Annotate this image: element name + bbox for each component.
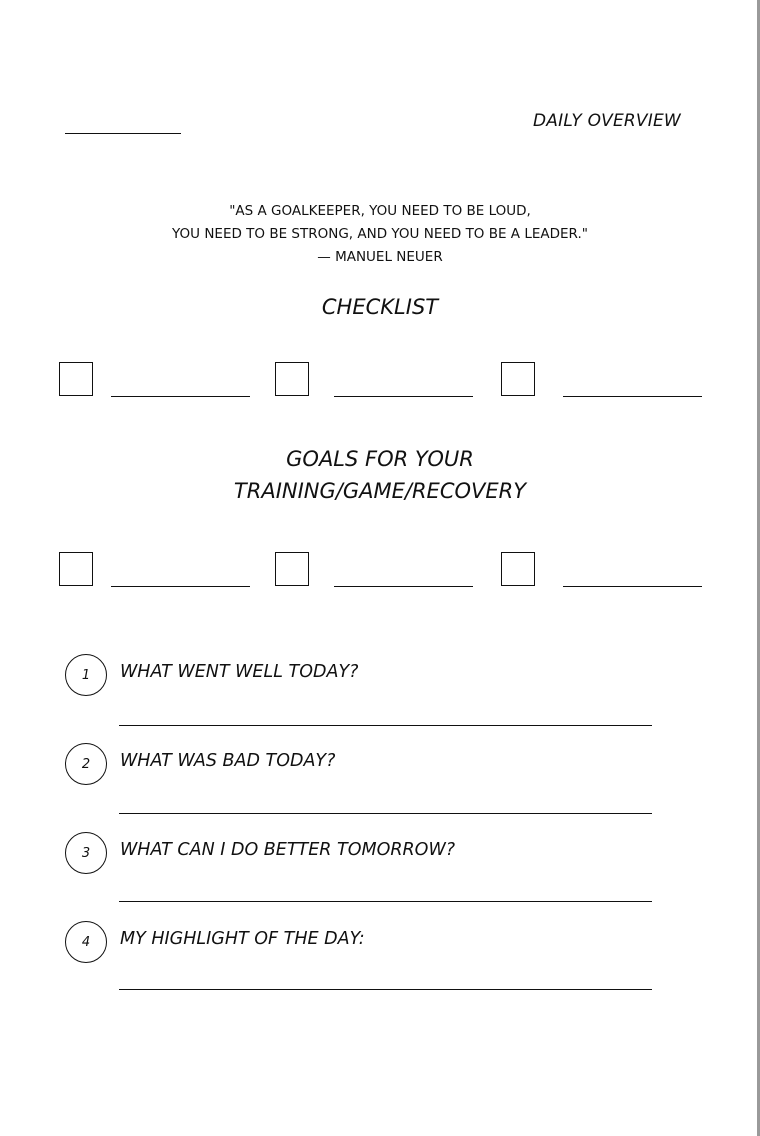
goal-checkbox-2[interactable] [275,552,309,586]
checklist-checkbox-1[interactable] [59,362,93,396]
question-text-2: WHAT WAS BAD TODAY? [120,751,336,771]
question-number-3: 3 [65,832,107,874]
checklist-title: CHECKLIST [321,295,439,319]
quote-line-2: YOU NEED TO BE STRONG, AND YOU NEED TO BE A LEADER." [172,226,588,242]
goals-title-line-1: GOALS FOR YOUR [286,447,474,471]
goal-checkbox-3[interactable] [501,552,535,586]
goal-line-2[interactable] [334,586,473,587]
question-text-4: MY HIGHLIGHT OF THE DAY: [120,929,365,949]
question-number-2: 2 [65,743,107,785]
answer-line-1[interactable] [119,725,652,726]
question-number-1: 1 [65,654,107,696]
quote-block [0,200,760,269]
goal-line-1[interactable] [111,586,250,587]
checklist-line-2[interactable] [334,396,473,397]
checklist-line-3[interactable] [563,396,702,397]
goals-title-line-2: TRAINING/GAME/RECOVERY [233,479,527,503]
answer-line-4[interactable] [119,989,652,990]
goal-checkbox-1[interactable] [59,552,93,586]
question-text-3: WHAT CAN I DO BETTER TOMORROW? [120,840,456,860]
quote-attribution: — MANUEL NEUER [317,249,443,265]
date-field-line[interactable] [65,133,181,134]
quote-line-1: "AS A GOALKEEPER, YOU NEED TO BE LOUD, [229,203,531,219]
checklist-checkbox-3[interactable] [501,362,535,396]
answer-line-3[interactable] [119,901,652,902]
question-number-4: 4 [65,921,107,963]
answer-line-2[interactable] [119,813,652,814]
checklist-line-1[interactable] [111,396,250,397]
question-text-1: WHAT WENT WELL TODAY? [120,662,359,682]
goal-line-3[interactable] [563,586,702,587]
goals-title [0,443,760,507]
checklist-checkbox-2[interactable] [275,362,309,396]
page-title: DAILY OVERVIEW [533,111,681,131]
